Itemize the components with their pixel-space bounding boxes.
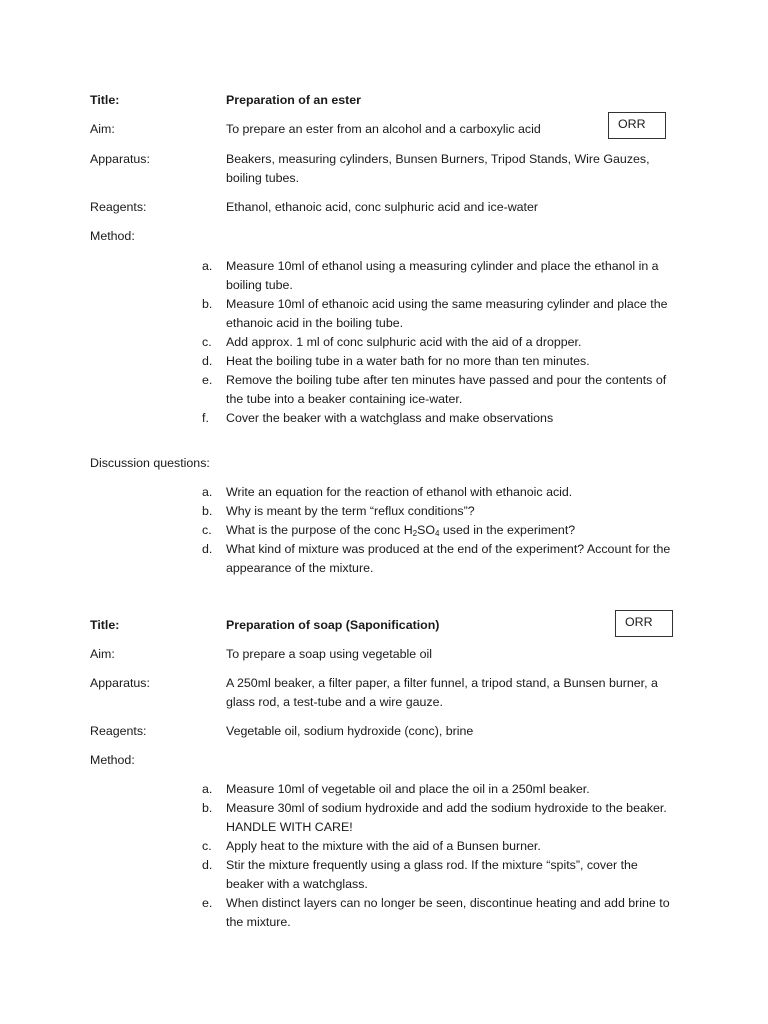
list-marker: f. (202, 411, 209, 425)
discussion-list (202, 483, 672, 578)
ester-title: Preparation of an ester (226, 93, 361, 107)
list-marker: a. (202, 782, 213, 796)
list-item (202, 540, 672, 578)
soap-title: Preparation of soap (Saponification) (226, 618, 440, 632)
ester-reagents-label: Reagents: (90, 200, 147, 214)
list-item (202, 371, 672, 409)
list-item-text: Add approx. 1 ml of conc sulphuric acid with the aid of a dropper. (226, 335, 582, 349)
list-item (202, 295, 672, 333)
list-item-text: Cover the beaker with a watchglass and make observations (226, 411, 554, 425)
list-marker: e. (202, 896, 213, 910)
list-item-text: Measure 10ml of ethanol using a measuring cylinder and place the ethanol in a boiling tube. (226, 259, 659, 292)
list-marker: b. (202, 297, 213, 311)
list-item (202, 409, 672, 428)
list-marker: e. (202, 373, 213, 387)
list-marker: d. (202, 354, 213, 368)
soap-apparatus: A 250ml beaker, a filter paper, a filter funnel, a tripod stand, a Bunsen burner, a glass rod, a test-tube and a wire gauze. (226, 676, 658, 709)
soap-method-list (202, 780, 672, 932)
ester-aim-label: Aim: (90, 122, 115, 136)
list-item-text: What kind of mixture was produced at the end of the experiment? Account for the appearance of the mixture. (226, 542, 671, 575)
ester-method-list (202, 257, 672, 428)
list-item-text: When distinct layers can no longer be seen, discontinue heating and add brine to the mixture. (226, 896, 670, 929)
list-item (202, 352, 672, 371)
list-item-text: Why is meant by the term “reflux conditions”? (226, 504, 475, 518)
list-marker: c. (202, 335, 212, 349)
list-item (202, 502, 672, 521)
text-fragment: What is the purpose of the conc H (226, 523, 413, 537)
list-marker: d. (202, 858, 213, 872)
text-fragment: SO (417, 523, 436, 537)
list-marker: d. (202, 542, 213, 556)
ester-reagents: Ethanol, ethanoic acid, conc sulphuric acid and ice-water (226, 200, 539, 214)
ester-aim: To prepare an ester from an alcohol and a carboxylic acid (226, 122, 541, 136)
list-item-text: Heat the boiling tube in a water bath for no more than ten minutes. (226, 354, 590, 368)
list-item-text: Measure 10ml of vegetable oil and place the oil in a 250ml beaker. (226, 782, 590, 796)
soap-aim-label: Aim: (90, 647, 115, 661)
list-item (202, 780, 672, 799)
list-item (202, 856, 672, 894)
ester-apparatus: Beakers, measuring cylinders, Bunsen Burners, Tripod Stands, Wire Gauzes, boiling tubes. (226, 152, 650, 185)
list-item (202, 483, 672, 502)
list-marker: a. (202, 485, 213, 499)
discussion-label: Discussion questions: (90, 456, 210, 470)
list-item (202, 894, 672, 932)
soap-title-label: Title: (90, 618, 120, 632)
list-item (202, 257, 672, 295)
soap-aim: To prepare a soap using vegetable oil (226, 647, 432, 661)
list-item-text (226, 523, 575, 537)
subscript: 4 (435, 529, 440, 538)
ester-orr-box: ORR (608, 112, 666, 139)
list-marker: c. (202, 523, 212, 537)
list-marker: a. (202, 259, 213, 273)
soap-apparatus-label: Apparatus: (90, 676, 150, 690)
list-item-text: Write an equation for the reaction of ethanol with ethanoic acid. (226, 485, 573, 499)
list-item (202, 333, 672, 352)
ester-method-label: Method: (90, 229, 135, 243)
list-item (202, 799, 672, 837)
list-marker: b. (202, 801, 213, 815)
list-item-text: Remove the boiling tube after ten minutes have passed and pour the contents of the tube into a beaker containing ice-water. (226, 373, 667, 406)
list-marker: c. (202, 839, 212, 853)
soap-method-label: Method: (90, 753, 135, 767)
list-item-text: Stir the mixture frequently using a glass rod. If the mixture “spits”, cover the beaker with a watchglass. (226, 858, 638, 891)
list-marker: b. (202, 504, 213, 518)
soap-reagents: Vegetable oil, sodium hydroxide (conc), brine (226, 724, 474, 738)
soap-orr-box: ORR (615, 610, 673, 637)
list-item-text: Apply heat to the mixture with the aid of a Bunsen burner. (226, 839, 541, 853)
list-item-text: Measure 30ml of sodium hydroxide and add the sodium hydroxide to the beaker. HANDLE WITH CARE! (226, 801, 667, 834)
ester-title-label: Title: (90, 93, 120, 107)
text-fragment: used in the experiment? (439, 523, 576, 537)
subscript: 2 (412, 529, 418, 538)
list-item (202, 521, 672, 540)
list-item-text: Measure 10ml of ethanoic acid using the same measuring cylinder and place the ethanoic acid in the boiling tube. (226, 297, 668, 330)
ester-apparatus-label: Apparatus: (90, 152, 150, 166)
list-item (202, 837, 672, 856)
soap-reagents-label: Reagents: (90, 724, 147, 738)
